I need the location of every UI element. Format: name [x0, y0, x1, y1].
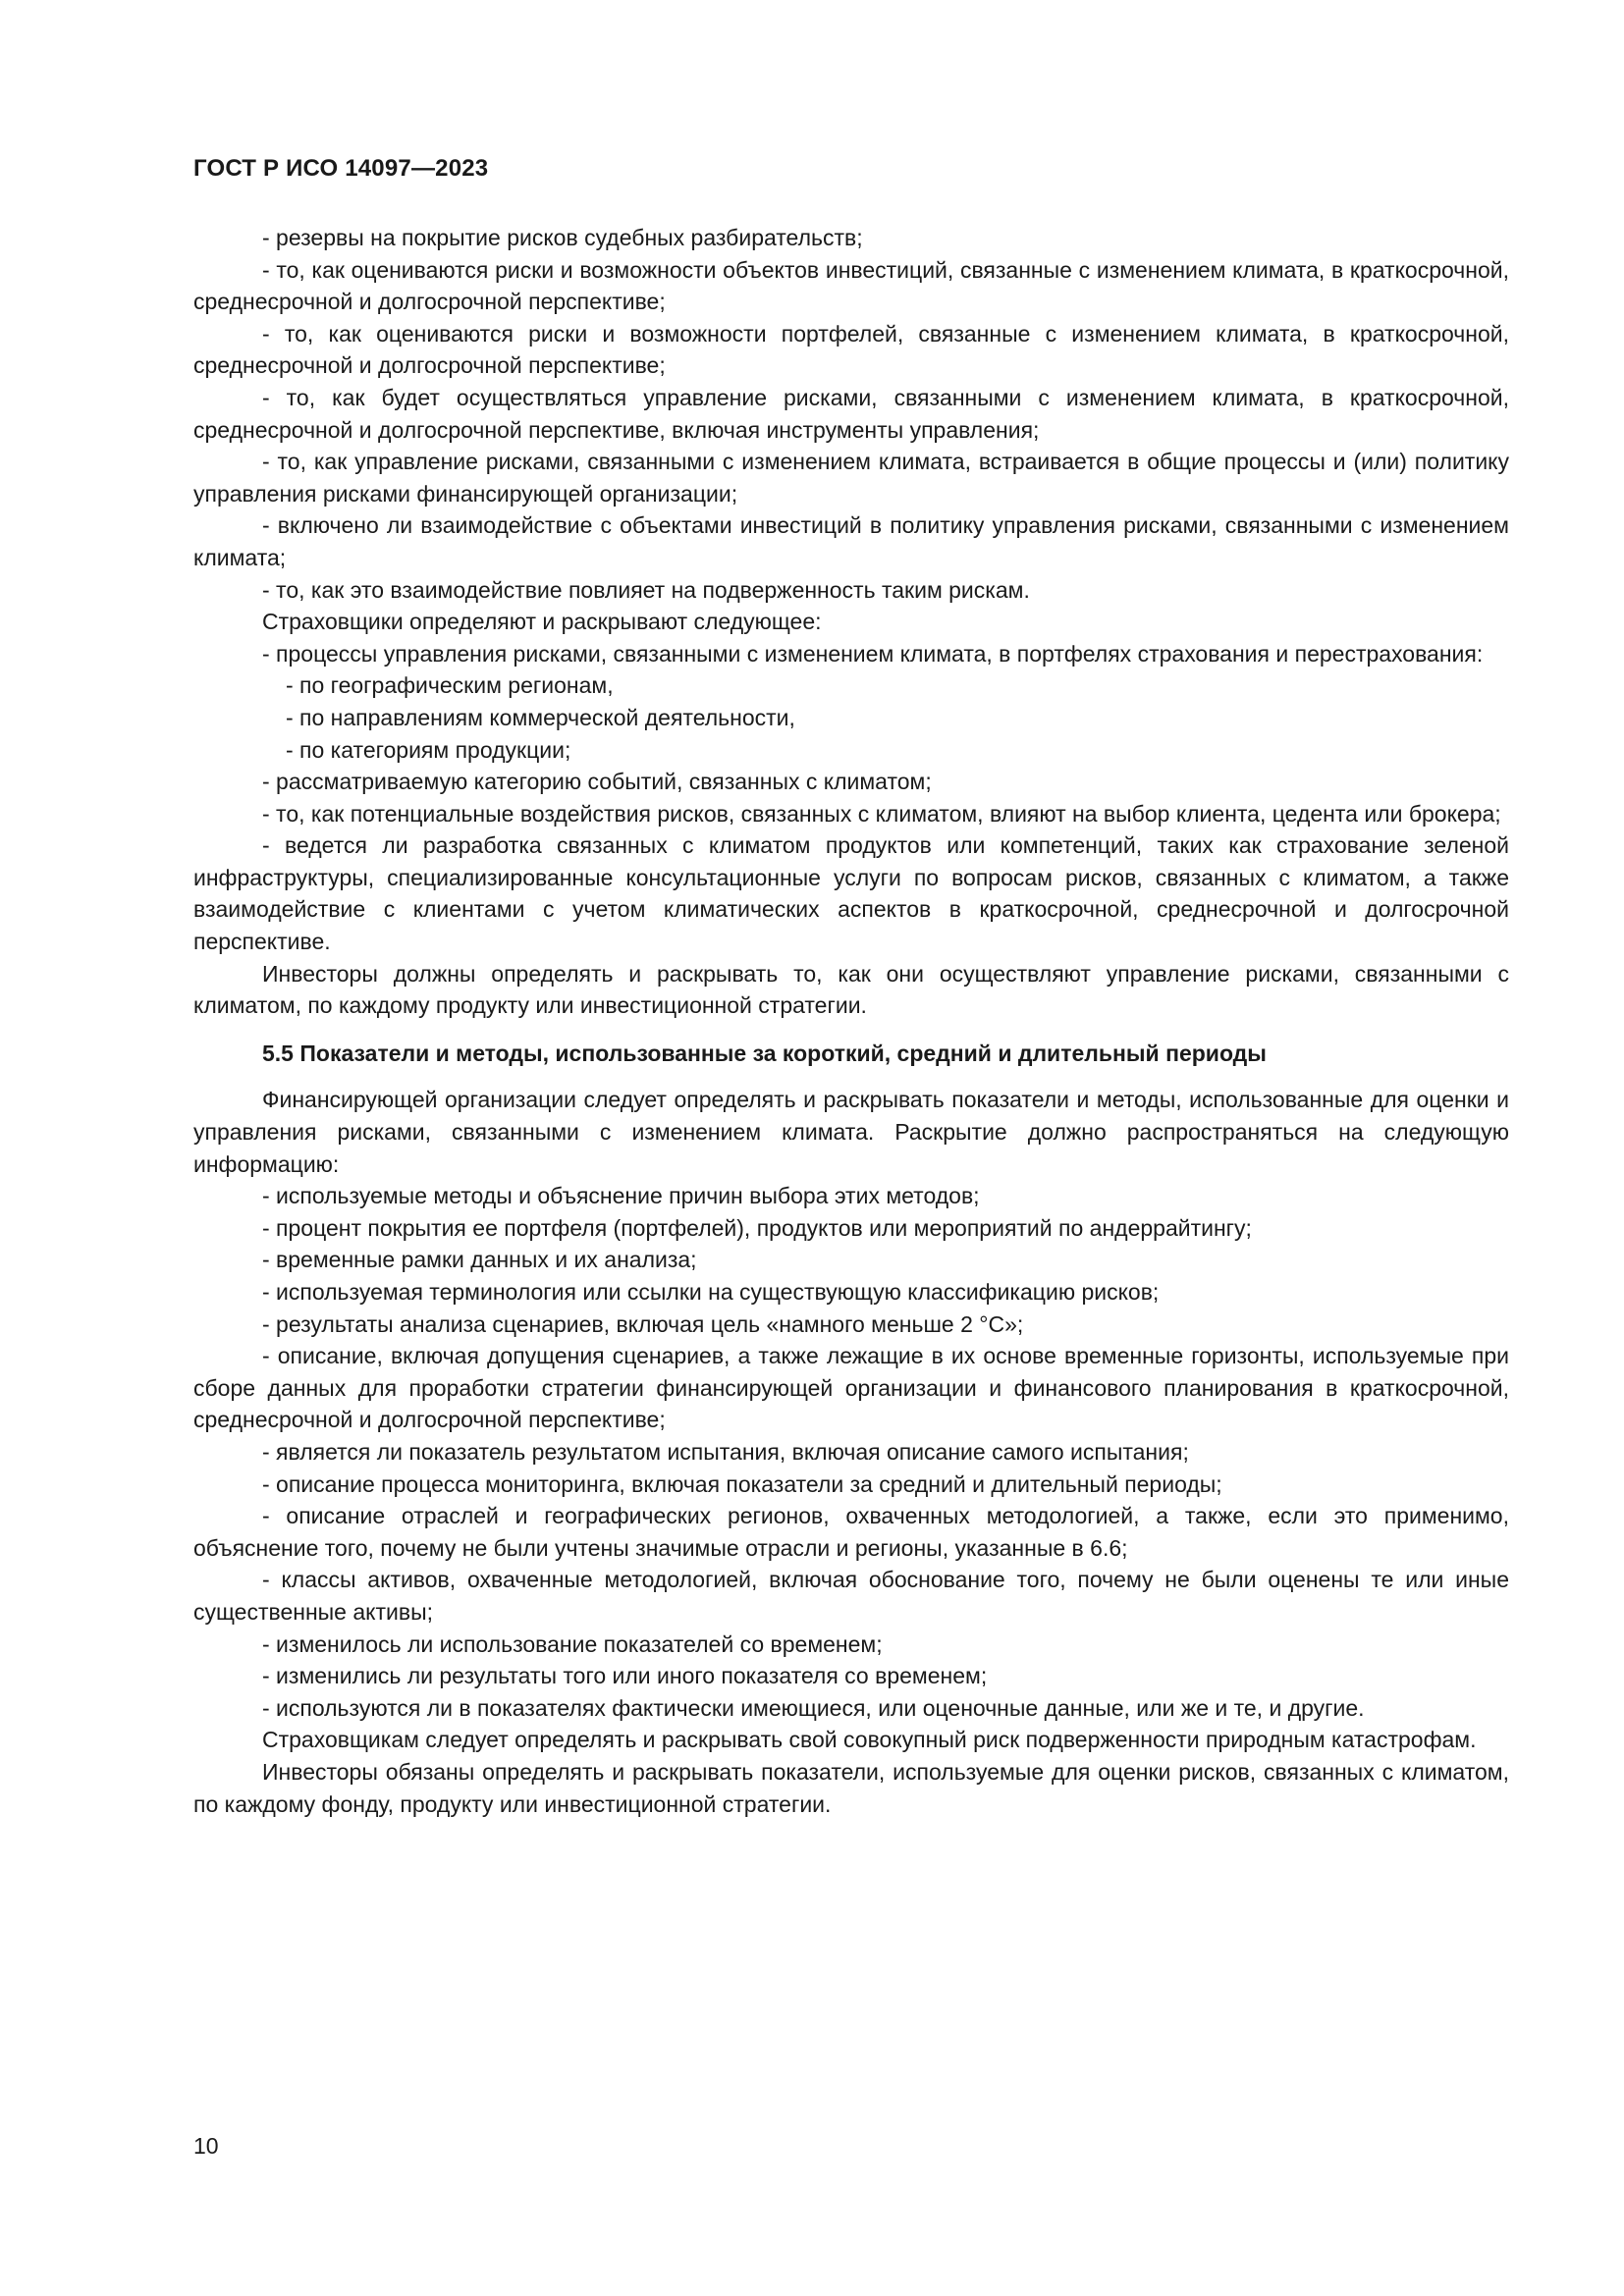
paragraph: - то, как потенциальные воздействия рисков, связанных с климатом, влияют на выбор клиента, цедента или брокера;: [262, 800, 1501, 827]
paragraph: - используются ли в показателях фактически имеющиеся, или оценочные данные, или же и те, и другие.: [262, 1694, 1365, 1721]
paragraph: - ведется ли разработка связанных с климатом продуктов или компетенций, таких как страхование зеленой инфраструктуры, специализированные консультационные услуги по вопросам рисков, связанных с климатом, а также взаимодействие с клиентами с учетом климатических аспектов в краткосрочной, среднесрочной и долгосрочной перспективе.: [193, 832, 1509, 955]
paragraph: - то, как будет осуществляться управление рисками, связанными с изменением климата, в краткосрочной, среднесрочной и долгосрочной перспективе, включая инструменты управления;: [193, 384, 1509, 443]
paragraph: - включено ли взаимодействие с объектами инвестиций в политику управления рисками, связанными с изменением климата;: [193, 512, 1509, 570]
document-header: ГОСТ Р ИСО 14097—2023: [193, 155, 489, 182]
paragraph: - используемая терминология или ссылки на существующую классификацию рисков;: [262, 1279, 1160, 1305]
paragraph: - процессы управления рисками, связанными с изменением климата, в портфелях страхования и перестрахования:: [262, 640, 1484, 667]
paragraph: - описание отраслей и географических регионов, охваченных методологией, а также, если это применимо, объяснение того, почему не были учтены значимые отрасли и регионы, указанные в 6.6;: [193, 1503, 1509, 1561]
page-number: 10: [193, 2133, 219, 2159]
paragraph: Инвесторы обязаны определять и раскрывать показатели, используемые для оценки рисков, связанных с климатом, по каждому фонду, продукту или инвестиционной стратегии.: [193, 1758, 1509, 1817]
paragraph: - изменилось ли использование показателей со временем;: [262, 1630, 883, 1657]
paragraph: - рассматриваемую категорию событий, связанных с климатом;: [262, 769, 932, 795]
paragraph: - используемые методы и объяснение причин выбора этих методов;: [262, 1183, 980, 1209]
paragraph: - то, как оцениваются риски и возможности объектов инвестиций, связанные с изменением климата, в краткосрочной, среднесрочной и долгосрочной перспективе;: [193, 256, 1509, 315]
paragraph: - изменились ли результаты того или иного показателя со временем;: [262, 1663, 988, 1689]
paragraph: - то, как управление рисками, связанными с изменением климата, встраивается в общие процессы и (или) политику управления рисками финансирующей организации;: [193, 449, 1509, 507]
paragraph: Страховщики определяют и раскрывают следующее:: [262, 609, 822, 635]
paragraph: Инвесторы должны определять и раскрывать то, как они осуществляют управление рисками, связанными с климатом, по каждому продукту или инвестиционной стратегии.: [193, 960, 1509, 1019]
paragraph: Финансирующей организации следует определять и раскрывать показатели и методы, использованные для оценки и управления рисками, связанными с изменением климата. Раскрытие должно распространяться на следующую информацию:: [193, 1087, 1509, 1177]
sub-list-item: - по категориям продукции;: [286, 736, 571, 763]
sub-list-item: - по географическим регионам,: [286, 672, 614, 699]
paragraph: - временные рамки данных и их анализа;: [262, 1247, 697, 1273]
paragraph: - описание, включая допущения сценариев, а также лежащие в их основе временные горизонты, используемые при сборе данных для проработки стратегии финансирующей организации и финансового планирования в краткосрочной, среднесрочной и долгосрочной перспективе;: [193, 1343, 1509, 1433]
paragraph: - резервы на покрытие рисков судебных разбирательств;: [262, 225, 863, 250]
paragraph: - описание процесса мониторинга, включая показатели за средний и длительный периоды;: [262, 1470, 1222, 1497]
paragraph: Страховщикам следует определять и раскрывать свой совокупный риск подверженности природным катастрофам.: [262, 1727, 1477, 1753]
paragraph: - результаты анализа сценариев, включая цель «намного меньше 2 °С»;: [262, 1310, 1024, 1337]
page-body: [193, 222, 1509, 1820]
paragraph: - то, как это взаимодействие повлияет на подверженность таким рискам.: [262, 576, 1030, 603]
paragraph: - классы активов, охваченные методологией, включая обоснование того, почему не были оценены те или иные существенные активы;: [193, 1567, 1509, 1625]
sub-list-item: - по направлениям коммерческой деятельности,: [286, 704, 795, 730]
paragraph: - то, как оцениваются риски и возможности портфелей, связанные с изменением климата, в краткосрочной, среднесрочной и долгосрочной перспективе;: [193, 320, 1509, 379]
section-title: 5.5 Показатели и методы, использованные за короткий, средний и длительный периоды: [262, 1040, 1267, 1066]
paragraph: - является ли показатель результатом испытания, включая описание самого испытания;: [262, 1438, 1189, 1465]
paragraph: - процент покрытия ее портфеля (портфелей), продуктов или мероприятий по андеррайтингу;: [262, 1214, 1252, 1241]
